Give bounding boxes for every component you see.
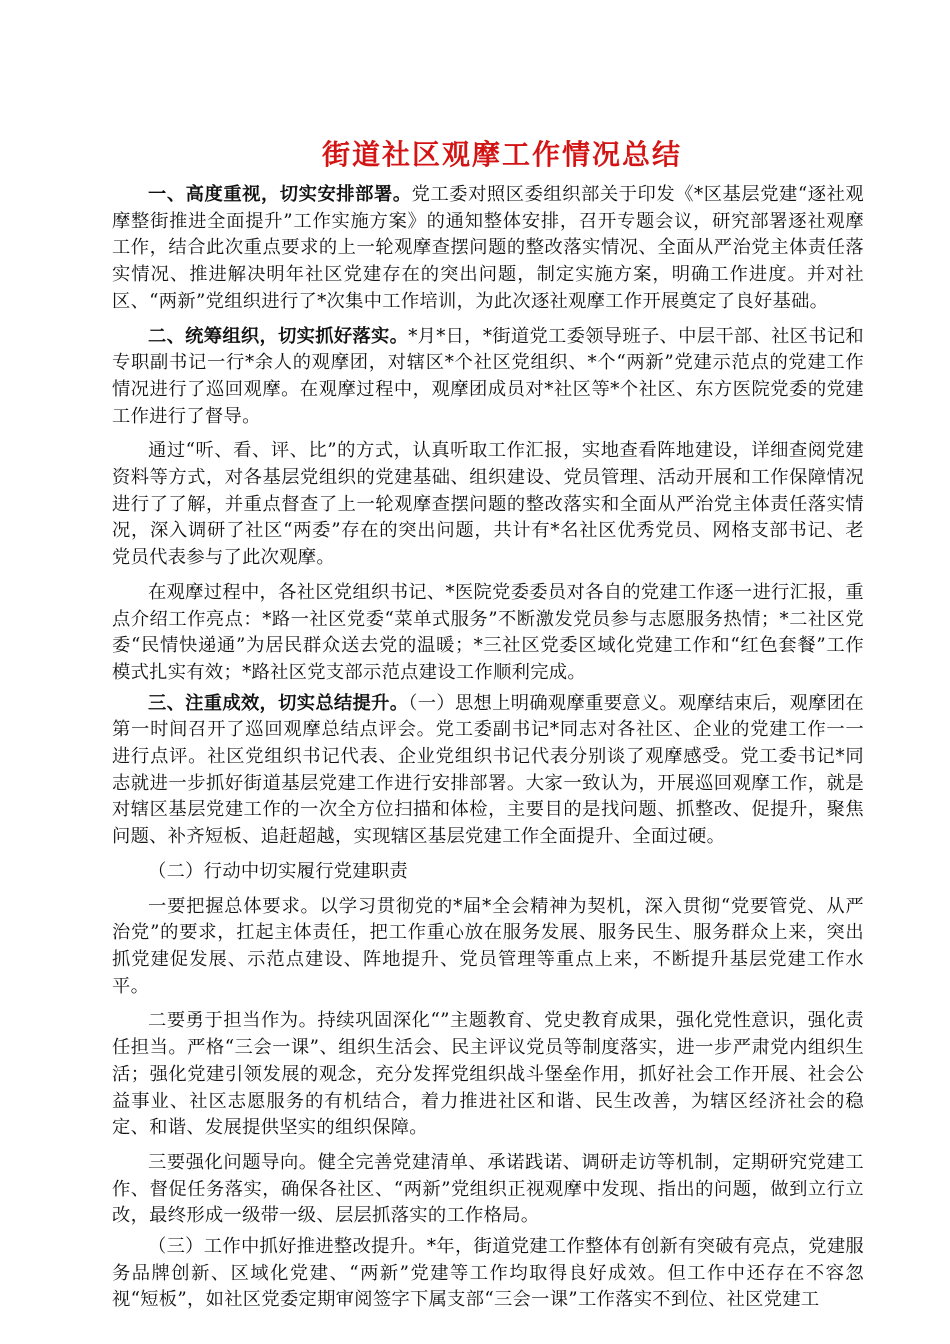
section-heading-1: 一、高度重视，切实安排部署。 [148,184,412,205]
paragraph-text-8: 二要勇于担当作为。持续巩固深化“”主题教育、党史教育成果，强化党性意识，强化责任担当。严格“三会一课”、组织生活会、民主评议党员等制度落实，进一步严肃党内组织生活；强化党建引领发展的观念，充分发挥党组织战斗堡垒作用，抓好社会工作开展、社会公益事业、社区志愿服务的有机结合，着力推进社区和谐、民生改善，为辖区经济社会的稳定、和谐、发展提供坚实的组织保障。 [112,1010,864,1139]
paragraph-9 [112,1150,864,1230]
paragraph-text-6: （二）行动中切实履行党建职责 [148,860,409,882]
paragraph-10 [112,1234,864,1314]
paragraph-2 [112,324,864,431]
paragraph-3 [112,438,864,572]
paragraph-5 [112,691,864,851]
document-page [112,130,864,1318]
paragraph-text-10: （三）工作中抓好推进整改提升。*年，街道党建工作整体有创新有突破有亮点，党建服务品牌创新、区域化党建、“两新”党建等工作均取得良好成效。但工作中还存在不容忽视“短板”，如社区党委定期审阅签字下属支部“三会一课”工作落实不到位、社区党建工 [112,1236,864,1311]
paragraph-text-5: （一）思想上明确观摩重要意义。观摩结束后，观摩团在第一时间召开了巡回观摩总结点评会。党工委副书记*同志对各社区、企业的党建工作一一进行点评。社区党组织书记代表、企业党组织书记代表分别谈了观摩感受。党工委书记*同志就进一步抓好街道基层党建工作进行安排部署。大家一致认为，开展巡回观摩工作，就是对辖区基层党建工作的一次全方位扫描和体检，主要目的是找问题、抓整改、促提升，聚焦问题、补齐短板、追赶超越，实现辖区基层党建工作全面提升、全面过硬。 [112,692,864,848]
paragraph-text-4: 在观摩过程中，各社区党组织书记、*医院党委委员对各自的党建工作逐一进行汇报，重点介绍工作亮点：*路一社区党委“菜单式服务”不断激发党员参与志愿服务热情；*二社区党委“民情快递通”为居民群众送去党的温暖；*三社区党委区域化党建工作和“红色套餐”工作模式扎实有效；*路社区党支部示范点建设工作顺利完成。 [112,581,864,683]
paragraph-7 [112,894,864,1001]
paragraph-1 [112,182,864,316]
paragraph-text-3: 通过“听、看、评、比”的方式，认真听取工作汇报，实地查看阵地建设，详细查阅党建资料等方式，对各基层党组织的党建基础、组织建设、党员管理、活动开展和工作保障情况进行了了解，并重点督查了上一轮观摩查摆问题的整改落实和全面从严治党主体责任落实情况，深入调研了社区“两委”存在的突出问题，共计有*名社区优秀党员、网格支部书记、老党员代表参与了此次观摩。 [112,440,864,569]
paragraph-text-2: *月*日，*街道党工委领导班子、中层干部、社区书记和专职副书记一行*余人的观摩团，对辖区*个社区党组织、*个“两新”党建示范点的党建工作情况进行了巡回观摩。在观摩过程中，观摩团成员对*社区等*个社区、东方医院党委的党建工作进行了督导。 [112,325,864,427]
paragraph-4 [112,580,864,687]
paragraph-text-9: 三要强化问题导向。健全完善党建清单、承诺践诺、调研走访等机制，定期研究党建工作、督促任务落实，确保各社区、“两新”党组织正视观摩中发现、指出的问题，做到立行立改，最终形成一级带一级、层层抓落实的工作格局。 [112,1151,864,1227]
document-title: 街道社区观摩工作情况总结 [321,138,682,171]
paragraph-8 [112,1008,864,1142]
section-heading-2: 二、统筹组织，切实抓好落实。 [148,325,409,347]
paragraph-6 [112,859,864,886]
paragraph-text-1: 党工委对照区委组织部关于印发《*区基层党建“逐社观摩整街推进全面提升”工作实施方案》的通知整体安排，召开专题会议，研究部署逐社观摩工作，结合此次重点要求的上一轮观摩查摆问题的整改落实情况、全面从严治党主体责任落实情况、推进解决明年社区党建存在的突出问题，制定实施方案，明确工作进度。并对社区、“两新”党组织进行了*次集中工作培训，为此次逐社观摩工作开展奠定了良好基础。 [112,184,864,312]
paragraph-text-7: 一要把握总体要求。以学习贯彻党的*届*全会精神为契机，深入贯彻“党要管党、从严治党”的要求，扛起主体责任，把工作重心放在服务发展、服务民生、服务群众上来，突出抓党建促发展、示范点建设、阵地提升、党员管理等重点上来，不断提升基层党建工作水平。 [112,895,864,997]
section-heading-3: 三、注重成效，切实总结提升。 [148,692,409,714]
